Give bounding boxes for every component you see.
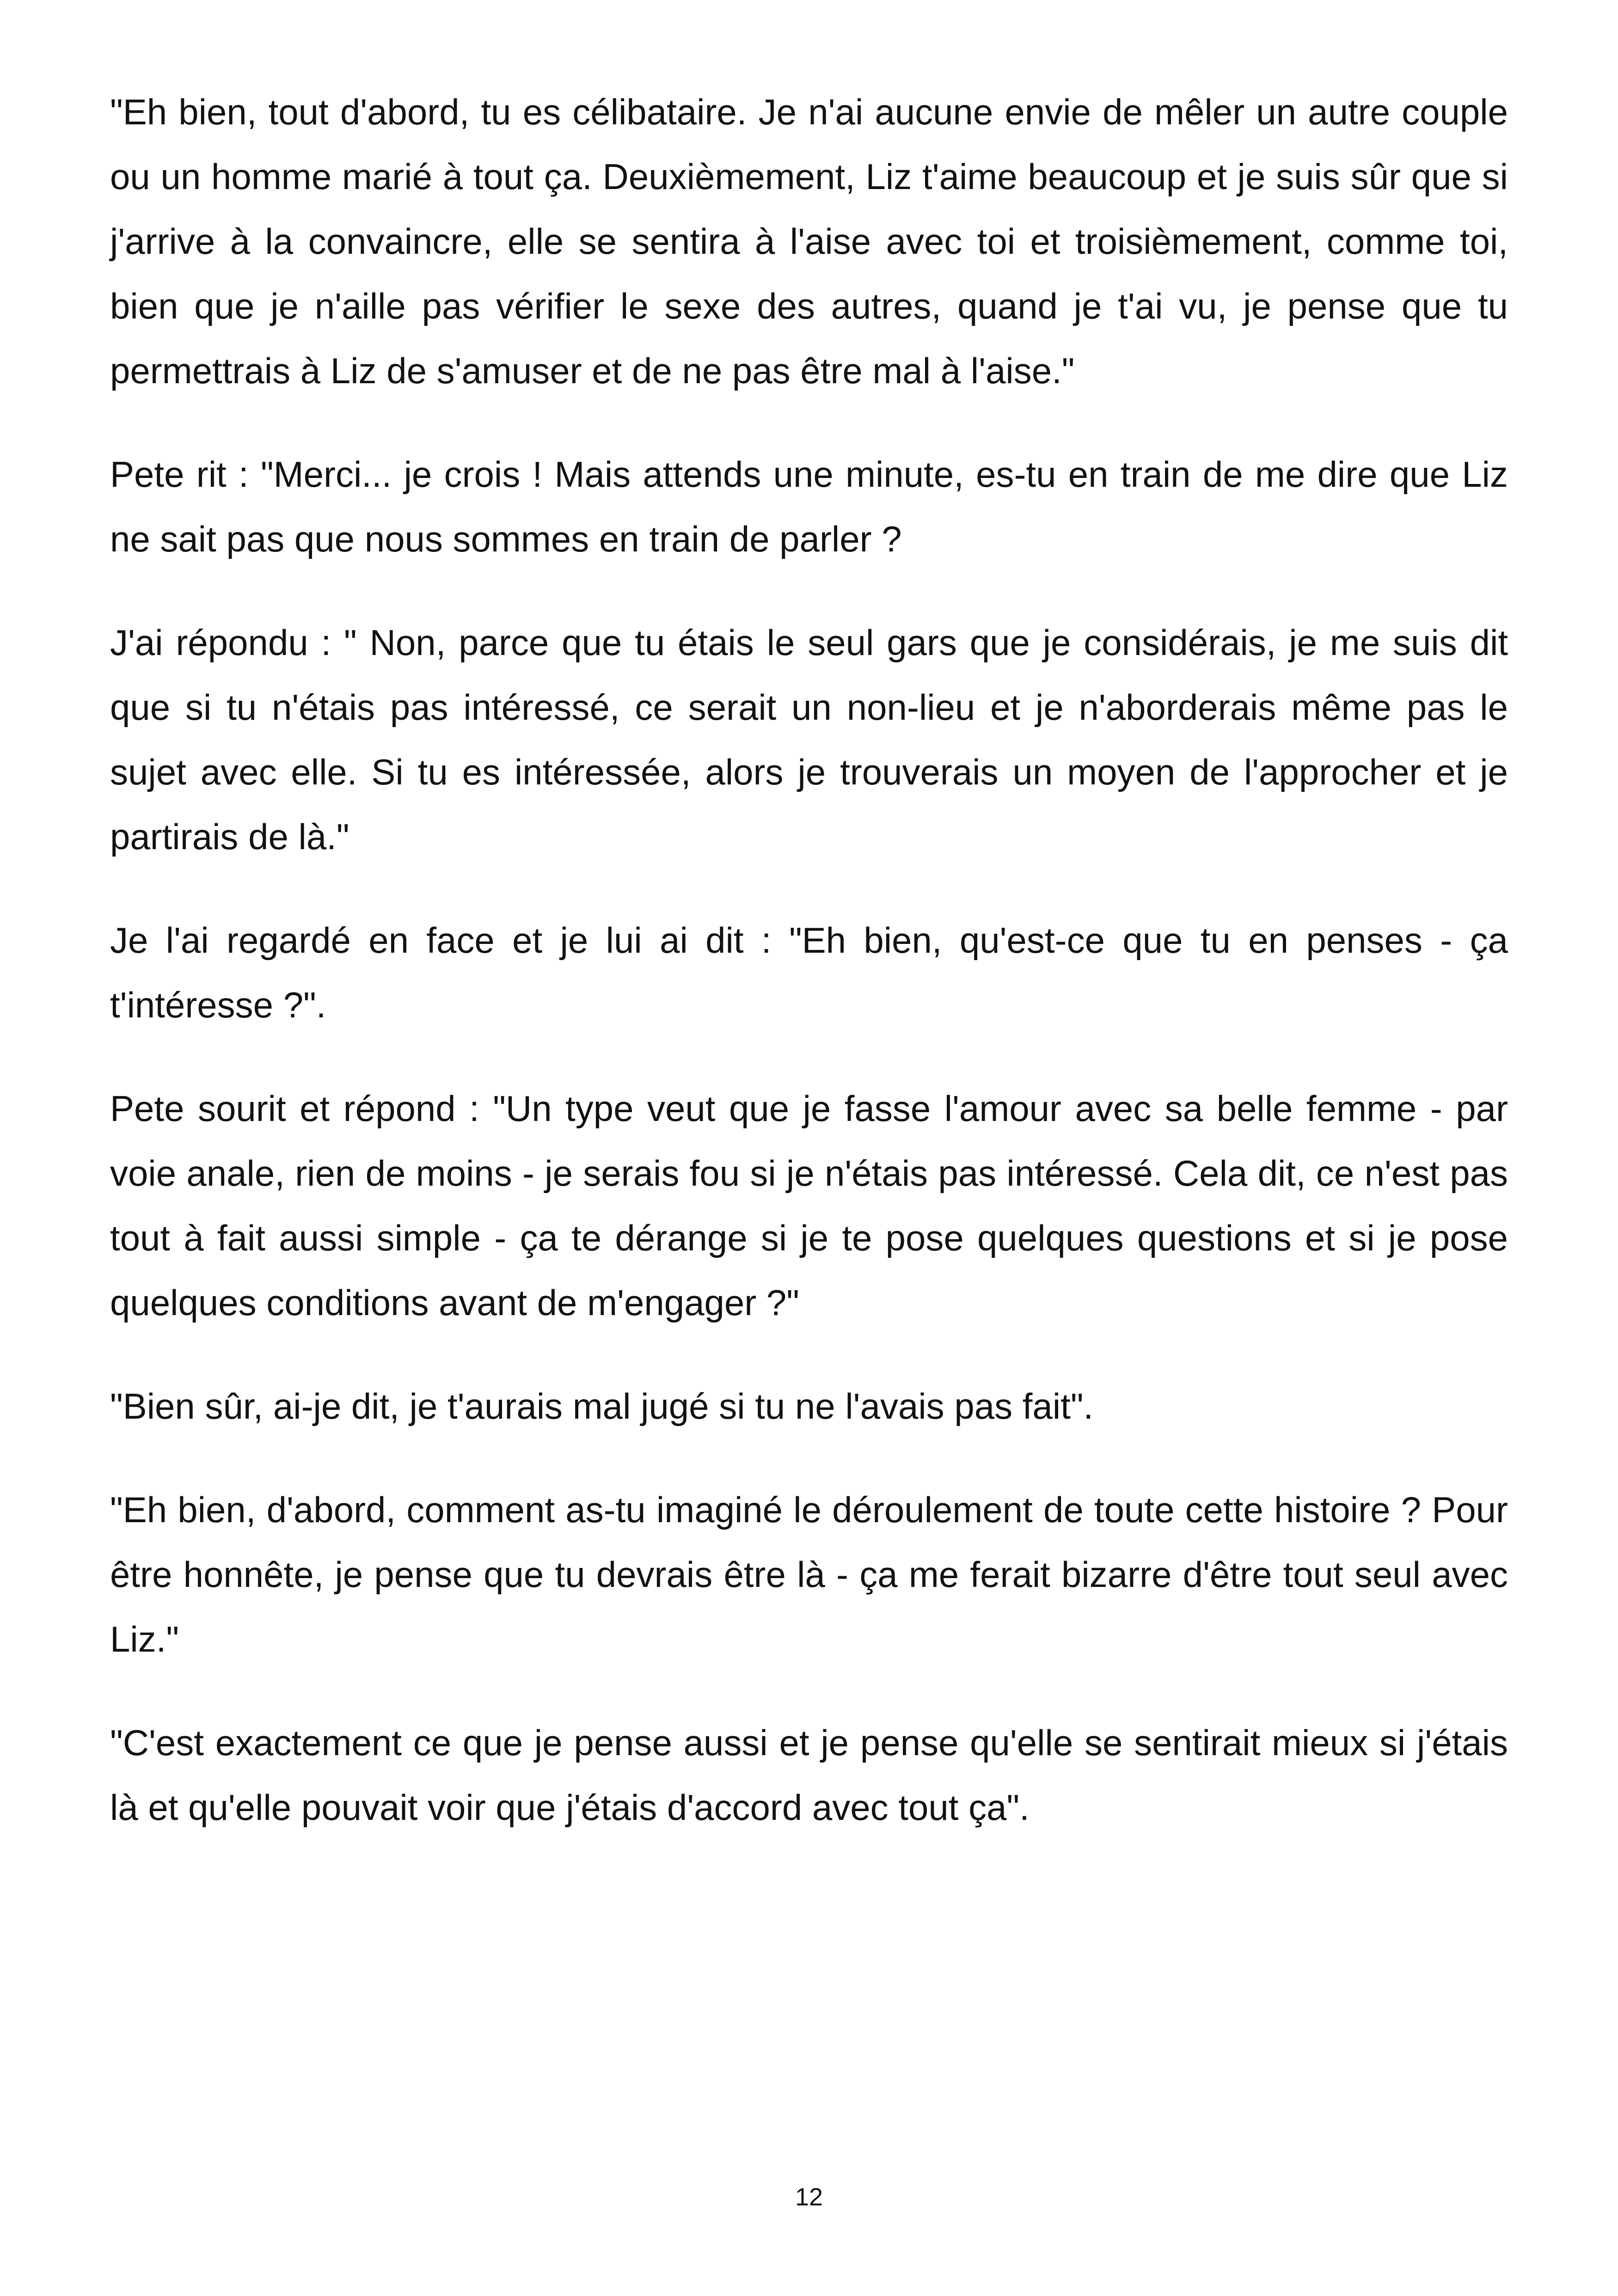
paragraph: Pete sourit et répond : "Un type veut que je fasse l'amour avec sa belle femme - par voie anale, rien de moins - je serais fou si je n'étais pas intéressé. Cela dit, ce n'est pas tout à fait aussi simple - ça te dérange si je te pose quelques questions et si je pose quelques conditions avant de m'engager ?": [110, 1088, 1508, 1323]
paragraph: "Eh bien, tout d'abord, tu es célibataire. Je n'ai aucune envie de mêler un autre couple ou un homme marié à tout ça. Deuxièmement, Liz t'aime beaucoup et je suis sûr que si j'arrive à la convaincre, elle se sentira à l'aise avec toi et troisièmement, comme toi, bien que je n'aille pas vérifier le sexe des autres, quand je t'ai vu, je pense que tu permettrais à Liz de s'amuser et de ne pas être mal à l'aise.": [110, 92, 1508, 391]
paragraph: "Eh bien, d'abord, comment as-tu imaginé le déroulement de toute cette histoire ? Pour être honnête, je pense que tu devrais être là - ça me ferait bizarre d'être tout seul avec Liz.": [110, 1489, 1508, 1659]
paragraph: "C'est exactement ce que je pense aussi et je pense qu'elle se sentirait mieux si j'étais là et qu'elle pouvait voir que j'étais d'accord avec tout ça".: [110, 1722, 1508, 1828]
page-number: 12: [795, 2183, 823, 2211]
paragraph: J'ai répondu : " Non, parce que tu étais le seul gars que je considérais, je me suis dit que si tu n'étais pas intéressé, ce serait un non-lieu et je n'aborderais même pas le sujet avec elle. Si tu es intéressée, alors je trouverais un moyen de l'approcher et je partirais de là.": [110, 622, 1508, 857]
paragraph: "Bien sûr, ai-je dit, je t'aurais mal jugé si tu ne l'avais pas fait".: [110, 1386, 1094, 1427]
paragraph: Pete rit : "Merci... je crois ! Mais attends une minute, es-tu en train de me dire que Liz ne sait pas que nous sommes en train de parler ?: [110, 454, 1508, 559]
paragraph: Je l'ai regardé en face et je lui ai dit : "Eh bien, qu'est-ce que tu en penses - ça t'intéresse ?".: [110, 920, 1508, 1025]
body-text: [110, 80, 1508, 1879]
